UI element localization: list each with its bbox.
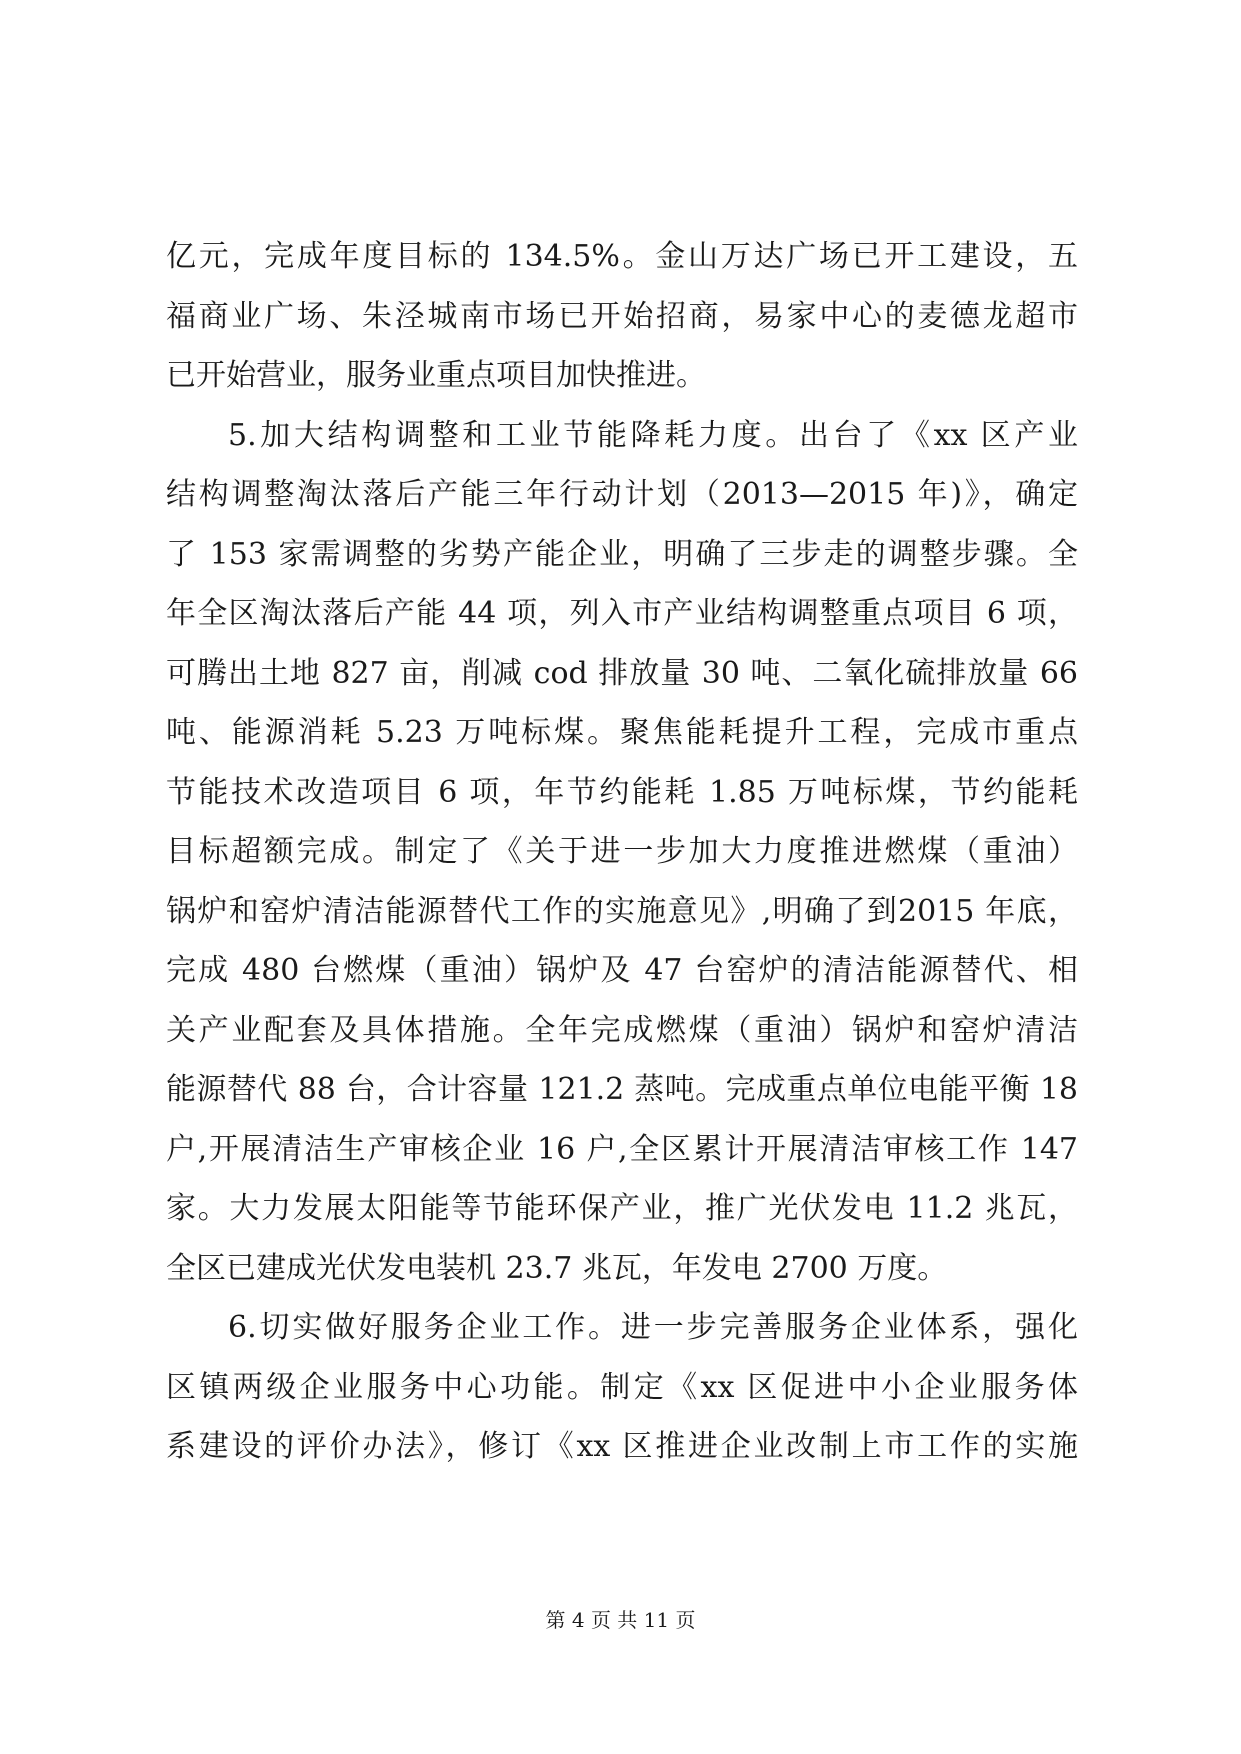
text-line: 节能技术改造项目 6 项，年节约能耗 1.85 万吨标煤，节约能耗: [166, 774, 1078, 810]
text-line: 完成 480 台燃煤（重油）锅炉及 47 台窑炉的清洁能源替代、相: [166, 953, 1078, 988]
text-line: 家。大力发展太阳能等节能环保产业，推广光伏发电 11.2 兆瓦，: [166, 1191, 1078, 1226]
text-line: 可腾出土地 827 亩，削减 cod 排放量 30 吨、二氧化硫排放量 66: [166, 655, 1078, 691]
body-text: [166, 227, 1078, 1477]
text-line: 吨、能源消耗 5.23 万吨标煤。聚焦能耗提升工程，完成市重点: [166, 715, 1078, 750]
text-line: 已开始营业，服务业重点项目加快推进。: [166, 358, 706, 393]
text-line: 关产业配套及具体措施。全年完成燃煤（重油）锅炉和窑炉清洁: [166, 1012, 1078, 1048]
text-line: 锅炉和窑炉清洁能源替代工作的实施意见》,明确了到2015 年底，: [166, 893, 1078, 929]
page-footer: 第 4 页 共 11 页: [545, 1608, 696, 1632]
text-line: 福商业广场、朱泾城南市场已开始招商，易家中心的麦德龙超市: [166, 298, 1078, 334]
text-line: 能源替代 88 台，合计容量 121.2 蒸吨。完成重点单位电能平衡 18: [166, 1072, 1078, 1107]
text-line: 结构调整淘汰落后产能三年行动计划（2013—2015 年)》，确定: [166, 477, 1078, 512]
text-line: 系建设的评价办法》，修订《xx 区推进企业改制上市工作的实施: [166, 1429, 1078, 1464]
text-line: 亿元，完成年度目标的 134.5%。金山万达广场已开工建设，五: [166, 239, 1078, 274]
text-line: 户,开展清洁生产审核企业 16 户,全区累计开展清洁审核工作 147: [166, 1131, 1078, 1167]
text-line: 年全区淘汰落后产能 44 项，列入市产业结构调整重点项目 6 项，: [166, 596, 1078, 631]
text-line: 了 153 家需调整的劣势产能企业，明确了三步走的调整步骤。全: [166, 536, 1078, 572]
text-line: 目标超额完成。制定了《关于进一步加大力度推进燃煤（重油）: [166, 834, 1078, 869]
text-line: 全区已建成光伏发电装机 23.7 兆瓦，年发电 2700 万度。: [166, 1250, 948, 1286]
text-line: 5.加大结构调整和工业节能降耗力度。出台了《xx 区产业: [228, 417, 1078, 453]
text-line: 6.切实做好服务企业工作。进一步完善服务企业体系，强化: [228, 1310, 1078, 1345]
text-line: 区镇两级企业服务中心功能。制定《xx 区促进中小企业服务体: [166, 1369, 1078, 1405]
